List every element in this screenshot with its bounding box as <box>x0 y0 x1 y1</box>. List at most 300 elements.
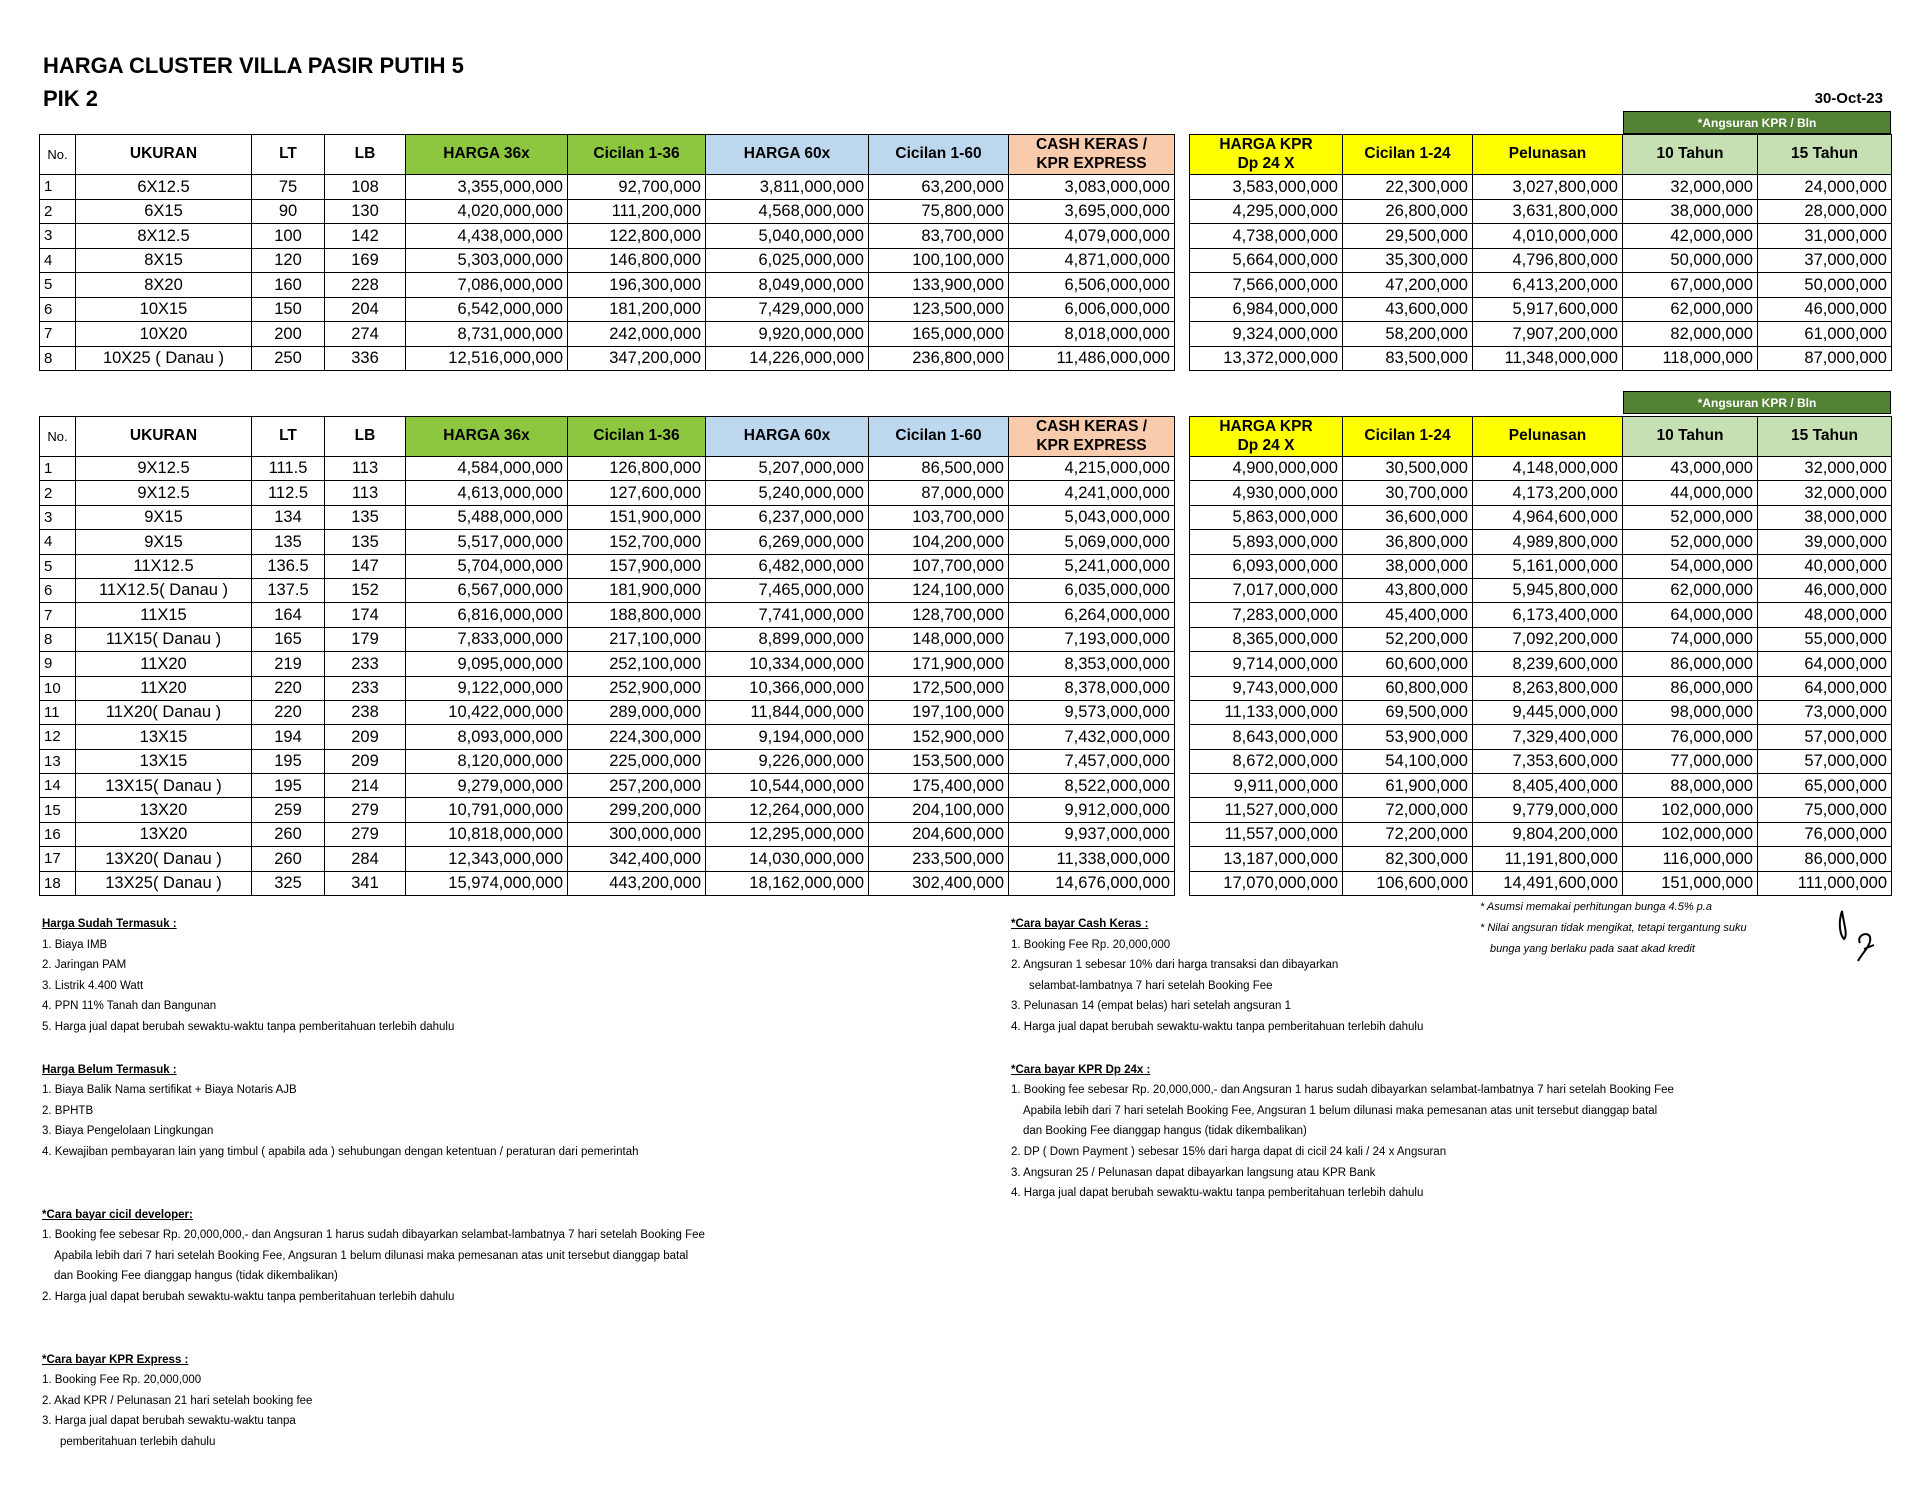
table-cell: 40,000,000 <box>1758 554 1892 578</box>
table-cell: 151,000,000 <box>1623 871 1758 895</box>
table-cell: 11,527,000,000 <box>1190 798 1343 822</box>
note-line: 3. Listrik 4.400 Watt <box>42 979 144 992</box>
table-cell: 6,269,000,000 <box>706 530 869 554</box>
header-lb: LB <box>325 417 406 457</box>
table-row <box>40 725 1175 749</box>
table-cell: 3 <box>40 224 76 249</box>
table-cell: 61,900,000 <box>1343 774 1473 798</box>
table-cell: 74,000,000 <box>1623 627 1758 651</box>
table-cell: 4 <box>40 248 76 273</box>
table-cell: 8,672,000,000 <box>1190 749 1343 773</box>
table-cell: 53,900,000 <box>1343 725 1473 749</box>
table-cell: 31,000,000 <box>1758 224 1892 249</box>
table-row <box>1190 505 1892 529</box>
table-cell: 6,413,200,000 <box>1473 273 1623 298</box>
table-row <box>40 676 1175 700</box>
header-cash-keras: CASH KERAS / KPR EXPRESS <box>1009 135 1175 175</box>
note-line: dan Booking Fee dianggap hangus (tidak dikembalikan) <box>54 1270 338 1283</box>
table-cell: 443,200,000 <box>568 871 706 895</box>
table-cell: 9,573,000,000 <box>1009 700 1175 724</box>
note-line: 1. Booking fee sebesar Rp. 20,000,000,- dan Angsuran 1 harus sudah dibayarkan selambat-lambatnya 7 hari setelah Booking Fee <box>1011 1084 1674 1097</box>
table-cell: 7,432,000,000 <box>1009 725 1175 749</box>
table-cell: 179 <box>325 627 406 651</box>
table-cell: 8,093,000,000 <box>406 725 568 749</box>
header-15-tahun: 15 Tahun <box>1758 417 1892 457</box>
table-row <box>1190 199 1892 224</box>
table-cell: 86,000,000 <box>1623 676 1758 700</box>
table-cell: 7,465,000,000 <box>706 578 869 602</box>
table-cell: 43,600,000 <box>1343 297 1473 322</box>
table-cell: 9X15 <box>76 530 252 554</box>
table-cell: 30,500,000 <box>1343 457 1473 481</box>
table-row <box>40 297 1175 322</box>
table-cell: 86,000,000 <box>1623 652 1758 676</box>
price-table-2-right <box>1189 416 1892 896</box>
table-cell: 219 <box>252 652 325 676</box>
table-cell: 1 <box>40 457 76 481</box>
table-cell: 150 <box>252 297 325 322</box>
table-cell: 9,912,000,000 <box>1009 798 1175 822</box>
note-line: 2. Angsuran 1 sebesar 10% dari harga transaksi dan dibayarkan <box>1011 959 1339 972</box>
table-cell: 6,093,000,000 <box>1190 554 1343 578</box>
header-15-tahun: 15 Tahun <box>1758 135 1892 175</box>
table-cell: 342,400,000 <box>568 847 706 871</box>
table-cell: 12,264,000,000 <box>706 798 869 822</box>
table-cell: 217,100,000 <box>568 627 706 651</box>
table-cell: 14,030,000,000 <box>706 847 869 871</box>
table-cell: 37,000,000 <box>1758 248 1892 273</box>
table-cell: 8,365,000,000 <box>1190 627 1343 651</box>
note-line: 4. Kewajiban pembayaran lain yang timbul ( apabila ada ) sehubungan dengan ketentuan / peraturan dari pemerintah <box>42 1145 639 1158</box>
table-cell: 214 <box>325 774 406 798</box>
header-harga-kpr: HARGA KPR Dp 24 X <box>1190 135 1343 175</box>
header-cicilan-36: Cicilan 1-36 <box>568 417 706 457</box>
table-cell: 279 <box>325 798 406 822</box>
table-cell: 124,100,000 <box>869 578 1009 602</box>
table-header-row <box>1190 135 1892 175</box>
table-cell: 60,600,000 <box>1343 652 1473 676</box>
table-cell: 61,000,000 <box>1758 322 1892 347</box>
table-cell: 11,557,000,000 <box>1190 822 1343 846</box>
table-cell: 4,010,000,000 <box>1473 224 1623 249</box>
header-cicilan-24: Cicilan 1-24 <box>1343 135 1473 175</box>
table-cell: 24,000,000 <box>1758 175 1892 200</box>
table-cell: 63,200,000 <box>869 175 1009 200</box>
table-row <box>1190 322 1892 347</box>
table-cell: 102,000,000 <box>1623 822 1758 846</box>
table-cell: 8,731,000,000 <box>406 322 568 347</box>
table-cell: 8 <box>40 627 76 651</box>
table-cell: 259 <box>252 798 325 822</box>
table-cell: 11X20( Danau ) <box>76 700 252 724</box>
kpr-note-bar-2: *Angsuran KPR / Bln <box>1623 391 1891 414</box>
table-cell: 13,372,000,000 <box>1190 346 1343 371</box>
table-row <box>40 199 1175 224</box>
table-cell: 39,000,000 <box>1758 530 1892 554</box>
table-cell: 4,964,600,000 <box>1473 505 1623 529</box>
table-cell: 77,000,000 <box>1623 749 1758 773</box>
table-cell: 26,800,000 <box>1343 199 1473 224</box>
table-cell: 83,700,000 <box>869 224 1009 249</box>
table-cell: 8,049,000,000 <box>706 273 869 298</box>
included-title: Harga Sudah Termasuk : <box>42 918 177 930</box>
developer-title: *Cara bayar cicil developer: <box>42 1208 193 1221</box>
note-line: 3. Angsuran 25 / Pelunasan dapat dibayarkan langsung atau KPR Bank <box>1011 1166 1376 1179</box>
table-cell: 60,800,000 <box>1343 676 1473 700</box>
table-cell: 9,194,000,000 <box>706 725 869 749</box>
table-cell: 2 <box>40 199 76 224</box>
table-cell: 130 <box>325 199 406 224</box>
signature-mark <box>1830 905 1900 965</box>
table-row <box>1190 297 1892 322</box>
table-cell: 4,295,000,000 <box>1190 199 1343 224</box>
kpr-title: *Cara bayar KPR Dp 24x : <box>1011 1063 1151 1076</box>
table-cell: 108 <box>325 175 406 200</box>
table-cell: 83,500,000 <box>1343 346 1473 371</box>
table-cell: 64,000,000 <box>1758 676 1892 700</box>
table-cell: 3 <box>40 505 76 529</box>
table-cell: 82,000,000 <box>1623 322 1758 347</box>
table-cell: 133,900,000 <box>869 273 1009 298</box>
table-cell: 46,000,000 <box>1758 578 1892 602</box>
table-cell: 86,000,000 <box>1758 847 1892 871</box>
table-cell: 75,000,000 <box>1758 798 1892 822</box>
table-row <box>40 322 1175 347</box>
note-line: Apabila lebih dari 7 hari setelah Booking Fee, Angsuran 1 belum dilunasi maka pemesanan atas unit tersebut dianggap batal <box>1023 1104 1658 1117</box>
table-cell: 209 <box>325 749 406 773</box>
table-cell: 3,631,800,000 <box>1473 199 1623 224</box>
note-line: 1. Biaya IMB <box>42 938 108 951</box>
table-cell: 9,714,000,000 <box>1190 652 1343 676</box>
table-row <box>1190 457 1892 481</box>
table-cell: 55,000,000 <box>1758 627 1892 651</box>
table-row <box>1190 530 1892 554</box>
table-cell: 146,800,000 <box>568 248 706 273</box>
table-cell: 9,095,000,000 <box>406 652 568 676</box>
table-cell: 38,000,000 <box>1623 199 1758 224</box>
table-cell: 233 <box>325 676 406 700</box>
table-row <box>40 603 1175 627</box>
table-cell: 29,500,000 <box>1343 224 1473 249</box>
table-cell: 42,000,000 <box>1623 224 1758 249</box>
table-cell: 195 <box>252 749 325 773</box>
note-line: pemberitahuan terlebih dahulu <box>60 1435 216 1448</box>
table-cell: 11,191,800,000 <box>1473 847 1623 871</box>
table-row <box>1190 554 1892 578</box>
header-harga-60: HARGA 60x <box>706 417 869 457</box>
table-cell: 87,000,000 <box>869 481 1009 505</box>
table-cell: 6,264,000,000 <box>1009 603 1175 627</box>
table-cell: 7,741,000,000 <box>706 603 869 627</box>
table-cell: 14,491,600,000 <box>1473 871 1623 895</box>
date-label: 30-Oct-23 <box>1814 90 1883 107</box>
table-cell: 32,000,000 <box>1758 457 1892 481</box>
table-cell: 4,930,000,000 <box>1190 481 1343 505</box>
note-line: 4. Harga jual dapat berubah sewaktu-waktu tanpa pemberitahuan terlebih dahulu <box>1011 1020 1424 1033</box>
cash-title: *Cara bayar Cash Keras : <box>1011 918 1149 930</box>
table-cell: 54,000,000 <box>1623 554 1758 578</box>
header-10-tahun: 10 Tahun <box>1623 135 1758 175</box>
table-cell: 4,871,000,000 <box>1009 248 1175 273</box>
table-cell: 9,804,200,000 <box>1473 822 1623 846</box>
table-header-row <box>1190 417 1892 457</box>
table-cell: 171,900,000 <box>869 652 1009 676</box>
table-cell: 113 <box>325 481 406 505</box>
table-cell: 236,800,000 <box>869 346 1009 371</box>
table-cell: 13X15( Danau ) <box>76 774 252 798</box>
table-cell: 8,378,000,000 <box>1009 676 1175 700</box>
table-cell: 5,241,000,000 <box>1009 554 1175 578</box>
table-cell: 284 <box>325 847 406 871</box>
table-cell: 7 <box>40 322 76 347</box>
table-cell: 7,283,000,000 <box>1190 603 1343 627</box>
header-harga-kpr: HARGA KPR Dp 24 X <box>1190 417 1343 457</box>
header-no: No. <box>40 135 76 175</box>
table-cell: 9,920,000,000 <box>706 322 869 347</box>
table-cell: 7,566,000,000 <box>1190 273 1343 298</box>
price-table-2-left <box>39 416 1175 896</box>
table-cell: 10 <box>40 676 76 700</box>
assumption-line: * Nilai angsuran tidak mengikat, tetapi tergantung suku <box>1480 922 1747 934</box>
table-row <box>40 457 1175 481</box>
table-cell: 45,400,000 <box>1343 603 1473 627</box>
table-cell: 12,516,000,000 <box>406 346 568 371</box>
table-cell: 9,911,000,000 <box>1190 774 1343 798</box>
table-cell: 172,500,000 <box>869 676 1009 700</box>
note-line: 4. PPN 11% Tanah dan Bangunan <box>42 1000 217 1013</box>
table-cell: 18 <box>40 871 76 895</box>
note-line: 3. Harga jual dapat berubah sewaktu-waktu tanpa <box>42 1415 296 1428</box>
table-cell: 5,664,000,000 <box>1190 248 1343 273</box>
table-cell: 47,200,000 <box>1343 273 1473 298</box>
table-cell: 73,000,000 <box>1758 700 1892 724</box>
note-line: 2. Harga jual dapat berubah sewaktu-waktu tanpa pemberitahuan terlebih dahulu <box>42 1290 455 1303</box>
page-title: HARGA CLUSTER VILLA PASIR PUTIH 5 <box>43 53 464 78</box>
table-cell: 204 <box>325 297 406 322</box>
header-cicilan-36: Cicilan 1-36 <box>568 135 706 175</box>
table-cell: 279 <box>325 822 406 846</box>
table-cell: 103,700,000 <box>869 505 1009 529</box>
note-line: 1. Booking Fee Rp. 20,000,000 <box>1011 938 1171 951</box>
table-cell: 126,800,000 <box>568 457 706 481</box>
table-cell: 174 <box>325 603 406 627</box>
table-cell: 4,079,000,000 <box>1009 224 1175 249</box>
table-row <box>1190 627 1892 651</box>
table-cell: 14,676,000,000 <box>1009 871 1175 895</box>
table-cell: 9,122,000,000 <box>406 676 568 700</box>
note-line: 1. Biaya Balik Nama sertifikat + Biaya Notaris AJB <box>42 1084 297 1097</box>
table-cell: 35,300,000 <box>1343 248 1473 273</box>
table-cell: 4,738,000,000 <box>1190 224 1343 249</box>
table-cell: 7,086,000,000 <box>406 273 568 298</box>
table-header-row <box>40 417 1175 457</box>
table-cell: 233 <box>325 652 406 676</box>
table-row <box>1190 175 1892 200</box>
table-cell: 22,300,000 <box>1343 175 1473 200</box>
table-row <box>1190 700 1892 724</box>
table-cell: 10,334,000,000 <box>706 652 869 676</box>
table-cell: 13,187,000,000 <box>1190 847 1343 871</box>
table-row <box>1190 346 1892 371</box>
table-cell: 4,900,000,000 <box>1190 457 1343 481</box>
table-row <box>1190 676 1892 700</box>
table-cell: 274 <box>325 322 406 347</box>
note-line: 2. BPHTB <box>42 1104 94 1117</box>
table-cell: 10X25 ( Danau ) <box>76 346 252 371</box>
table-cell: 5,917,600,000 <box>1473 297 1623 322</box>
table-cell: 3,355,000,000 <box>406 175 568 200</box>
note-line: 4. Harga jual dapat berubah sewaktu-waktu tanpa pemberitahuan terlebih dahulu <box>1011 1187 1424 1200</box>
table-cell: 6 <box>40 578 76 602</box>
table-cell: 175,400,000 <box>869 774 1009 798</box>
table-cell: 38,000,000 <box>1343 554 1473 578</box>
table-cell: 13 <box>40 749 76 773</box>
table-cell: 7,457,000,000 <box>1009 749 1175 773</box>
header-lt: LT <box>252 135 325 175</box>
table-cell: 7,833,000,000 <box>406 627 568 651</box>
note-line: 2. DP ( Down Payment ) sebesar 15% dari harga dapat di cicil 24 kali / 24 x Angsuran <box>1011 1145 1447 1158</box>
table-cell: 9,324,000,000 <box>1190 322 1343 347</box>
table-cell: 7 <box>40 603 76 627</box>
table-cell: 4,020,000,000 <box>406 199 568 224</box>
table-cell: 11X20 <box>76 652 252 676</box>
table-row <box>40 871 1175 895</box>
table-cell: 6 <box>40 297 76 322</box>
table-cell: 87,000,000 <box>1758 346 1892 371</box>
table-cell: 100 <box>252 224 325 249</box>
table-cell: 6,816,000,000 <box>406 603 568 627</box>
table-cell: 43,000,000 <box>1623 457 1758 481</box>
table-cell: 65,000,000 <box>1758 774 1892 798</box>
table-cell: 220 <box>252 676 325 700</box>
table-cell: 9,445,000,000 <box>1473 700 1623 724</box>
table-cell: 336 <box>325 346 406 371</box>
table-cell: 76,000,000 <box>1758 822 1892 846</box>
table-cell: 7,017,000,000 <box>1190 578 1343 602</box>
table-cell: 9 <box>40 652 76 676</box>
table-cell: 10,422,000,000 <box>406 700 568 724</box>
table-cell: 6,173,400,000 <box>1473 603 1623 627</box>
table-cell: 224,300,000 <box>568 725 706 749</box>
table-cell: 104,200,000 <box>869 530 1009 554</box>
table-cell: 32,000,000 <box>1623 175 1758 200</box>
table-cell: 7,092,200,000 <box>1473 627 1623 651</box>
table-cell: 46,000,000 <box>1758 297 1892 322</box>
table-cell: 152,900,000 <box>869 725 1009 749</box>
table-cell: 52,000,000 <box>1623 505 1758 529</box>
header-harga-36: HARGA 36x <box>406 135 568 175</box>
table-cell: 188,800,000 <box>568 603 706 627</box>
note-line: 3. Biaya Pengelolaan Lingkungan <box>42 1125 214 1138</box>
page-subtitle: PIK 2 <box>43 86 99 111</box>
table-cell: 148,000,000 <box>869 627 1009 651</box>
table-cell: 15,974,000,000 <box>406 871 568 895</box>
table-cell: 4,148,000,000 <box>1473 457 1623 481</box>
table-cell: 6,482,000,000 <box>706 554 869 578</box>
table-cell: 147 <box>325 554 406 578</box>
table-cell: 10,544,000,000 <box>706 774 869 798</box>
assumption-line: * Asumsi memakai perhitungan bunga 4.5% p.a <box>1480 901 1712 913</box>
table-cell: 100,100,000 <box>869 248 1009 273</box>
table-row <box>40 700 1175 724</box>
table-cell: 8 <box>40 346 76 371</box>
header-cicilan-60: Cicilan 1-60 <box>869 417 1009 457</box>
table-cell: 67,000,000 <box>1623 273 1758 298</box>
table-cell: 30,700,000 <box>1343 481 1473 505</box>
table-cell: 4,613,000,000 <box>406 481 568 505</box>
table-cell: 242,000,000 <box>568 322 706 347</box>
table-cell: 11,133,000,000 <box>1190 700 1343 724</box>
table-cell: 10,791,000,000 <box>406 798 568 822</box>
table-cell: 11,338,000,000 <box>1009 847 1175 871</box>
note-line: 5. Harga jual dapat berubah sewaktu-waktu tanpa pemberitahuan terlebih dahulu <box>42 1020 455 1033</box>
header-harga-36: HARGA 36x <box>406 417 568 457</box>
table-cell: 5,704,000,000 <box>406 554 568 578</box>
table-cell: 204,600,000 <box>869 822 1009 846</box>
table-cell: 128,700,000 <box>869 603 1009 627</box>
table-cell: 6,025,000,000 <box>706 248 869 273</box>
table-cell: 4,173,200,000 <box>1473 481 1623 505</box>
table-row <box>1190 798 1892 822</box>
table-cell: 204,100,000 <box>869 798 1009 822</box>
table-cell: 181,900,000 <box>568 578 706 602</box>
table-cell: 64,000,000 <box>1623 603 1758 627</box>
table-row <box>1190 774 1892 798</box>
table-cell: 181,200,000 <box>568 297 706 322</box>
table-row <box>40 175 1175 200</box>
table-cell: 8,239,600,000 <box>1473 652 1623 676</box>
table-cell: 5,893,000,000 <box>1190 530 1343 554</box>
table-cell: 134 <box>252 505 325 529</box>
table-cell: 17,070,000,000 <box>1190 871 1343 895</box>
table-cell: 7,329,400,000 <box>1473 725 1623 749</box>
note-line: 3. Pelunasan 14 (empat belas) hari setelah angsuran 1 <box>1011 1000 1292 1013</box>
table-cell: 111,000,000 <box>1758 871 1892 895</box>
table-cell: 12,343,000,000 <box>406 847 568 871</box>
table-cell: 72,000,000 <box>1343 798 1473 822</box>
table-cell: 102,000,000 <box>1623 798 1758 822</box>
table-cell: 90 <box>252 199 325 224</box>
price-table-1-left <box>39 134 1175 371</box>
table-cell: 6,567,000,000 <box>406 578 568 602</box>
notes-left <box>42 914 705 1452</box>
table-cell: 9,743,000,000 <box>1190 676 1343 700</box>
table-cell: 5,069,000,000 <box>1009 530 1175 554</box>
table-cell: 15 <box>40 798 76 822</box>
table-row <box>1190 248 1892 273</box>
table-cell: 8X20 <box>76 273 252 298</box>
table-cell: 6,506,000,000 <box>1009 273 1175 298</box>
table-cell: 9X15 <box>76 505 252 529</box>
table-cell: 4,989,800,000 <box>1473 530 1623 554</box>
note-line: 2. Akad KPR / Pelunasan 21 hari setelah booking fee <box>42 1394 313 1407</box>
table-cell: 11X15 <box>76 603 252 627</box>
table-cell: 5,517,000,000 <box>406 530 568 554</box>
table-cell: 135 <box>252 530 325 554</box>
table-cell: 122,800,000 <box>568 224 706 249</box>
table-row <box>40 822 1175 846</box>
table-cell: 4,796,800,000 <box>1473 248 1623 273</box>
header-cicilan-24: Cicilan 1-24 <box>1343 417 1473 457</box>
table-row <box>40 273 1175 298</box>
table-cell: 1 <box>40 175 76 200</box>
table-cell: 48,000,000 <box>1758 603 1892 627</box>
table-cell: 164 <box>252 603 325 627</box>
table-row <box>1190 822 1892 846</box>
table-cell: 8,522,000,000 <box>1009 774 1175 798</box>
table-cell: 38,000,000 <box>1758 505 1892 529</box>
table-row <box>40 578 1175 602</box>
